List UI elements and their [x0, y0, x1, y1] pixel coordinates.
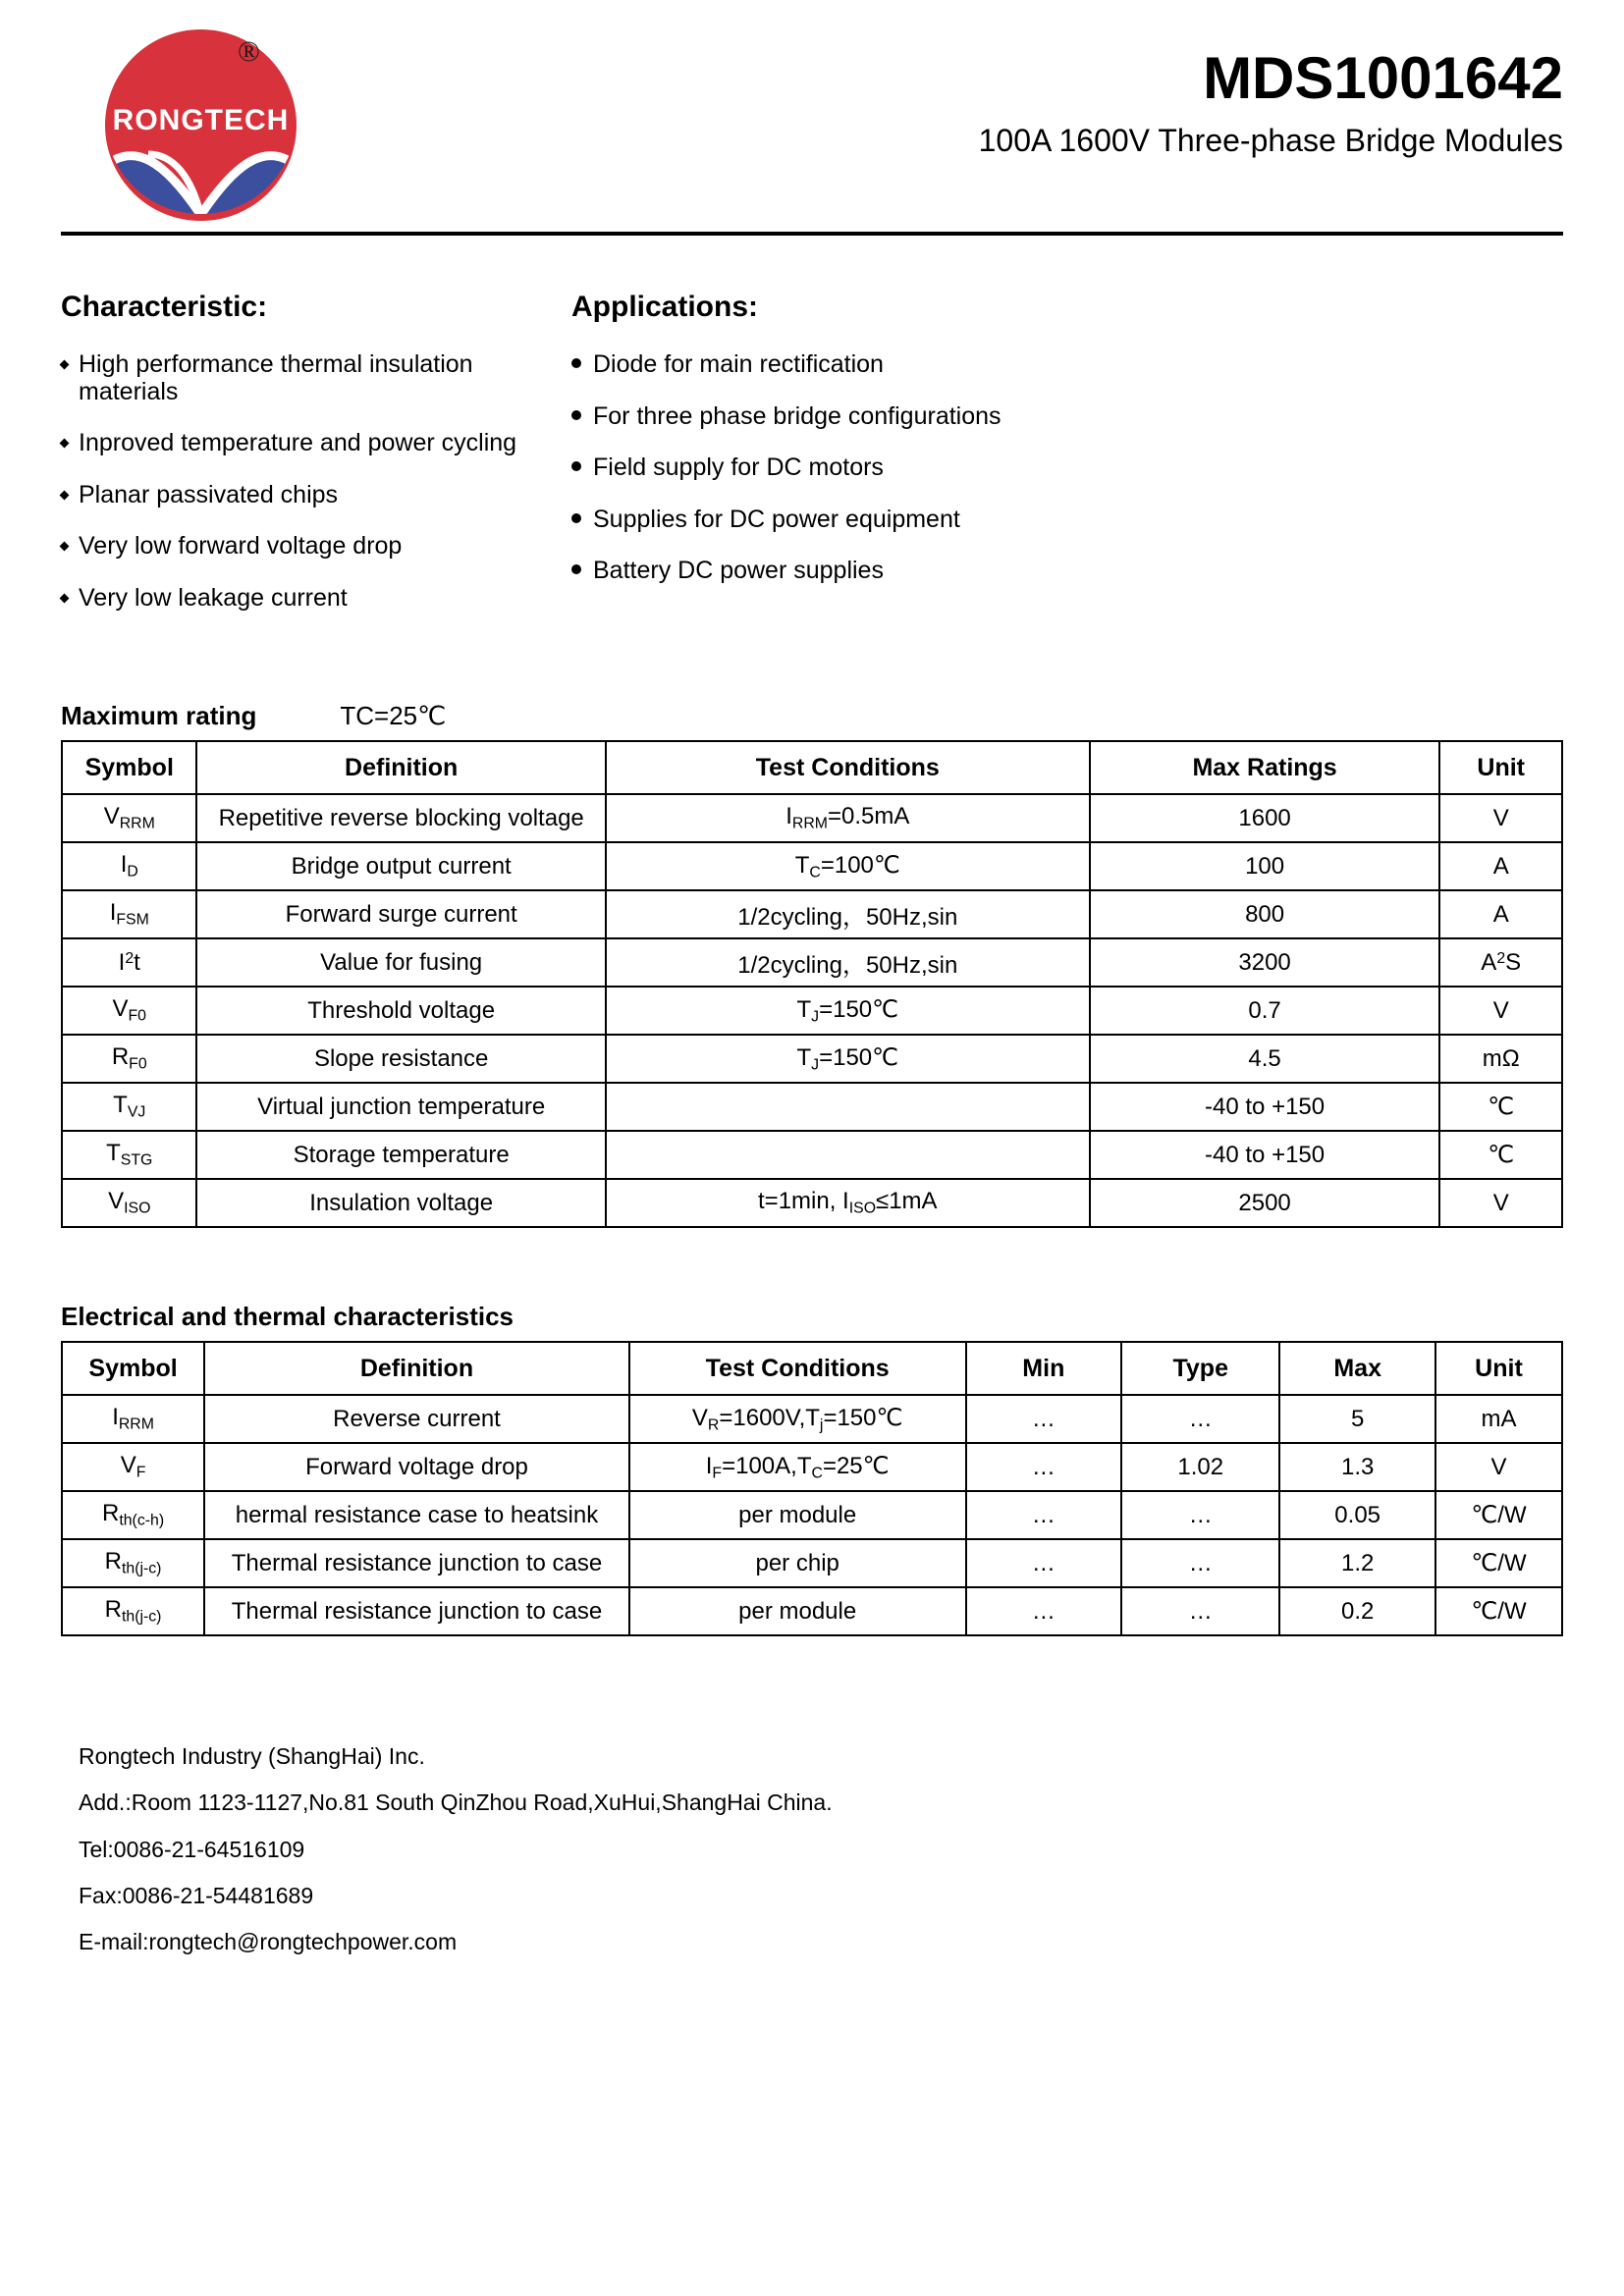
table-row [62, 938, 1562, 987]
cell-min: … [966, 1443, 1122, 1491]
cell-unit: ℃ [1439, 1131, 1562, 1179]
company-fax: Fax:0086-21-54481689 [79, 1882, 314, 1908]
cell-max-rating: 0.7 [1090, 987, 1440, 1035]
list-item [571, 558, 1563, 585]
table-header-row [62, 741, 1562, 794]
company-contact-footer [61, 1744, 1563, 1954]
cell-unit: V [1439, 1179, 1562, 1227]
list-item [571, 351, 1563, 379]
cell-symbol: $R_{th(j-c)}$ [62, 1587, 204, 1635]
cell-test-conditions: $I_{RRM}=0.5mA$ [606, 794, 1090, 842]
cell-unit: ℃/W [1435, 1491, 1562, 1539]
diamond-bullet-icon [60, 593, 70, 603]
list-item [571, 454, 1563, 482]
cell-definition: Forward voltage drop [204, 1443, 629, 1491]
page-title: MDS1001642 [1203, 45, 1563, 111]
company-logo [66, 18, 321, 214]
list-item [571, 507, 1563, 534]
table-row [62, 1443, 1562, 1491]
logo-wordmark: RONGTECH [112, 104, 290, 136]
column-header-max-ratings: Max Ratings [1090, 741, 1440, 794]
cell-max: 0.05 [1279, 1491, 1435, 1539]
cell-definition: Slope resistance [196, 1035, 605, 1083]
maximum-rating-table [61, 740, 1563, 1228]
characteristic-item-label: Very low leakage current [79, 583, 348, 612]
diamond-bullet-icon [60, 490, 70, 500]
cell-max-rating: -40 to +150 [1090, 1083, 1440, 1131]
cell-symbol: $V_{F0}$ [62, 987, 196, 1035]
cell-unit: V [1435, 1443, 1562, 1491]
cell-definition: Storage temperature [196, 1131, 605, 1179]
maximum-rating-section [61, 701, 1563, 1228]
maximum-rating-title [61, 701, 1563, 731]
company-tel: Tel:0086-21-64516109 [79, 1836, 305, 1862]
cell-test-conditions: $I_F=100A,T_C=25℃$ [629, 1443, 966, 1491]
table-row [62, 842, 1562, 890]
characteristic-column [61, 291, 571, 636]
characteristic-list [61, 351, 571, 612]
table-row [62, 1179, 1562, 1227]
column-header-test-conditions: Test Conditions [629, 1342, 966, 1395]
round-bullet-icon [571, 358, 581, 368]
cell-test-conditions: $T_J=150℃$ [606, 987, 1090, 1035]
cell-definition: Insulation voltage [196, 1179, 605, 1227]
cell-test-conditions [606, 1131, 1090, 1179]
cell-min: … [966, 1587, 1122, 1635]
cell-test-conditions: per chip [629, 1539, 966, 1587]
table-row [62, 1083, 1562, 1131]
company-email: E-mail:rongtech@rongtechpower.com [79, 1929, 458, 1955]
cell-max-rating: -40 to +150 [1090, 1131, 1440, 1179]
cell-test-conditions [606, 1083, 1090, 1131]
column-header-definition: Definition [204, 1342, 629, 1395]
diamond-bullet-icon [60, 439, 70, 449]
cell-unit: $A^2S$ [1439, 938, 1562, 987]
company-address: Add.:Room 1123-1127,No.81 South QinZhou Road,XuHui,ShangHai China. [79, 1789, 833, 1816]
cell-test-conditions: t=1min, $I_{ISO}\le 1mA$ [606, 1179, 1090, 1227]
column-header-definition: Definition [196, 741, 605, 794]
cell-symbol: $R_{F0}$ [62, 1035, 196, 1083]
cell-unit: mA [1435, 1395, 1562, 1443]
cell-max-rating: 4.5 [1090, 1035, 1440, 1083]
cell-max: 1.2 [1279, 1539, 1435, 1587]
characteristic-item-label: High performance thermal insulation materials [79, 350, 473, 405]
electrical-title [61, 1302, 1563, 1332]
cell-unit: V [1439, 794, 1562, 842]
characteristic-item-label: Planar passivated chips [79, 480, 339, 508]
list-item [571, 403, 1563, 431]
round-bullet-icon [571, 410, 581, 420]
cell-max-rating: 1600 [1090, 794, 1440, 842]
cell-min: … [966, 1491, 1122, 1539]
cell-symbol: $V_{ISO}$ [62, 1179, 196, 1227]
list-item [61, 430, 571, 457]
cell-max-rating: 800 [1090, 890, 1440, 938]
table-row [62, 1539, 1562, 1587]
cell-max: 1.3 [1279, 1443, 1435, 1491]
application-item-label: Battery DC power supplies [593, 557, 884, 584]
application-item-label: Diode for main rectification [593, 350, 884, 378]
cell-test-conditions: $T_C=100℃$ [606, 842, 1090, 890]
cell-symbol: $V_F$ [62, 1443, 204, 1491]
cell-definition: Value for fusing [196, 938, 605, 987]
column-header-test-conditions: Test Conditions [606, 741, 1090, 794]
table-row [62, 1035, 1562, 1083]
column-header-min: Min [966, 1342, 1122, 1395]
characteristic-item-label: Inproved temperature and power cycling [79, 429, 517, 456]
cell-test-conditions: $V_R=1600V,T_j=150℃$ [629, 1395, 966, 1443]
table-header-row [62, 1342, 1562, 1395]
list-item [61, 585, 571, 613]
cell-type: … [1121, 1539, 1279, 1587]
table-row [62, 987, 1562, 1035]
cell-min: … [966, 1395, 1122, 1443]
cell-max-rating: 3200 [1090, 938, 1440, 987]
cell-max: 0.2 [1279, 1587, 1435, 1635]
applications-heading: Applications: [571, 291, 759, 323]
round-bullet-icon [571, 461, 581, 471]
header-divider [61, 232, 1563, 236]
round-bullet-icon [571, 564, 581, 574]
cell-symbol: $T_{STG}$ [62, 1131, 196, 1179]
cell-max-rating: 100 [1090, 842, 1440, 890]
column-header-unit: Unit [1439, 741, 1562, 794]
cell-test-conditions: 1/2cycling，50Hz,sin [606, 890, 1090, 938]
table-row [62, 1587, 1562, 1635]
cell-type: … [1121, 1395, 1279, 1443]
maximum-rating-condition: TC=25℃ [340, 701, 447, 730]
cell-definition: Threshold voltage [196, 987, 605, 1035]
cell-definition: Reverse current [204, 1395, 629, 1443]
cell-test-conditions: per module [629, 1491, 966, 1539]
electrical-characteristics-section [61, 1302, 1563, 1636]
cell-max: 5 [1279, 1395, 1435, 1443]
cell-definition: Bridge output current [196, 842, 605, 890]
cell-definition: Repetitive reverse blocking voltage [196, 794, 605, 842]
cell-symbol: $T_{VJ}$ [62, 1083, 196, 1131]
application-item-label: For three phase bridge configurations [593, 401, 1001, 430]
diamond-bullet-icon [60, 542, 70, 552]
column-header-max: Max [1279, 1342, 1435, 1395]
cell-definition: Virtual junction temperature [196, 1083, 605, 1131]
application-item-label: Supplies for DC power equipment [593, 505, 960, 533]
cell-max-rating: 2500 [1090, 1179, 1440, 1227]
column-header-unit: Unit [1435, 1342, 1562, 1395]
cell-definition: Thermal resistance junction to case [204, 1539, 629, 1587]
title-block [532, 47, 1563, 159]
list-item [61, 482, 571, 509]
logo-blue-wave [105, 121, 297, 221]
column-header-type: Type [1121, 1342, 1279, 1395]
diamond-bullet-icon [60, 360, 70, 370]
cell-test-conditions: 1/2cycling，50Hz,sin [606, 938, 1090, 987]
features-section [61, 291, 1563, 636]
cell-definition: Forward surge current [196, 890, 605, 938]
round-bullet-icon [571, 513, 581, 523]
cell-type: … [1121, 1587, 1279, 1635]
cell-symbol: $I_{FSM}$ [62, 890, 196, 938]
electrical-characteristics-table [61, 1341, 1563, 1636]
column-header-symbol: Symbol [62, 1342, 204, 1395]
cell-min: … [966, 1539, 1122, 1587]
cell-unit: mΩ [1439, 1035, 1562, 1083]
applications-list [571, 351, 1563, 585]
table-row [62, 1131, 1562, 1179]
applications-column [571, 291, 1563, 636]
maximum-rating-label: Maximum rating [61, 701, 257, 730]
cell-unit: ℃/W [1435, 1587, 1562, 1635]
cell-unit: A [1439, 890, 1562, 938]
list-item [61, 351, 571, 405]
table-row [62, 794, 1562, 842]
cell-symbol: $I_{RRM}$ [62, 1395, 204, 1443]
company-name: Rongtech Industry (ShangHai) Inc. [79, 1743, 425, 1769]
cell-symbol: $I_D$ [62, 842, 196, 890]
page-header [61, 0, 1563, 226]
cell-unit: ℃/W [1435, 1539, 1562, 1587]
characteristic-item-label: Very low forward voltage drop [79, 532, 403, 560]
registered-trademark-icon: ® [238, 35, 260, 68]
cell-unit: V [1439, 987, 1562, 1035]
electrical-label: Electrical and thermal characteristics [61, 1302, 514, 1331]
cell-definition: Thermal resistance junction to case [204, 1587, 629, 1635]
cell-unit: ℃ [1439, 1083, 1562, 1131]
table-row [62, 1491, 1562, 1539]
cell-symbol: $I^2t$ [62, 938, 196, 987]
column-header-symbol: Symbol [62, 741, 196, 794]
cell-symbol: $V_{RRM}$ [62, 794, 196, 842]
cell-test-conditions: per module [629, 1587, 966, 1635]
cell-type: 1.02 [1121, 1443, 1279, 1491]
cell-definition: hermal resistance case to heatsink [204, 1491, 629, 1539]
cell-test-conditions: $T_J=150℃$ [606, 1035, 1090, 1083]
list-item [61, 533, 571, 561]
application-item-label: Field supply for DC motors [593, 454, 884, 481]
cell-symbol: $R_{th(j-c)}$ [62, 1539, 204, 1587]
cell-unit: A [1439, 842, 1562, 890]
page-subtitle: 100A 1600V Three-phase Bridge Modules [978, 123, 1563, 158]
cell-symbol: $R_{th(c-h)}$ [62, 1491, 204, 1539]
table-row [62, 1395, 1562, 1443]
characteristic-heading: Characteristic: [61, 291, 268, 323]
cell-type: … [1121, 1491, 1279, 1539]
table-row [62, 890, 1562, 938]
